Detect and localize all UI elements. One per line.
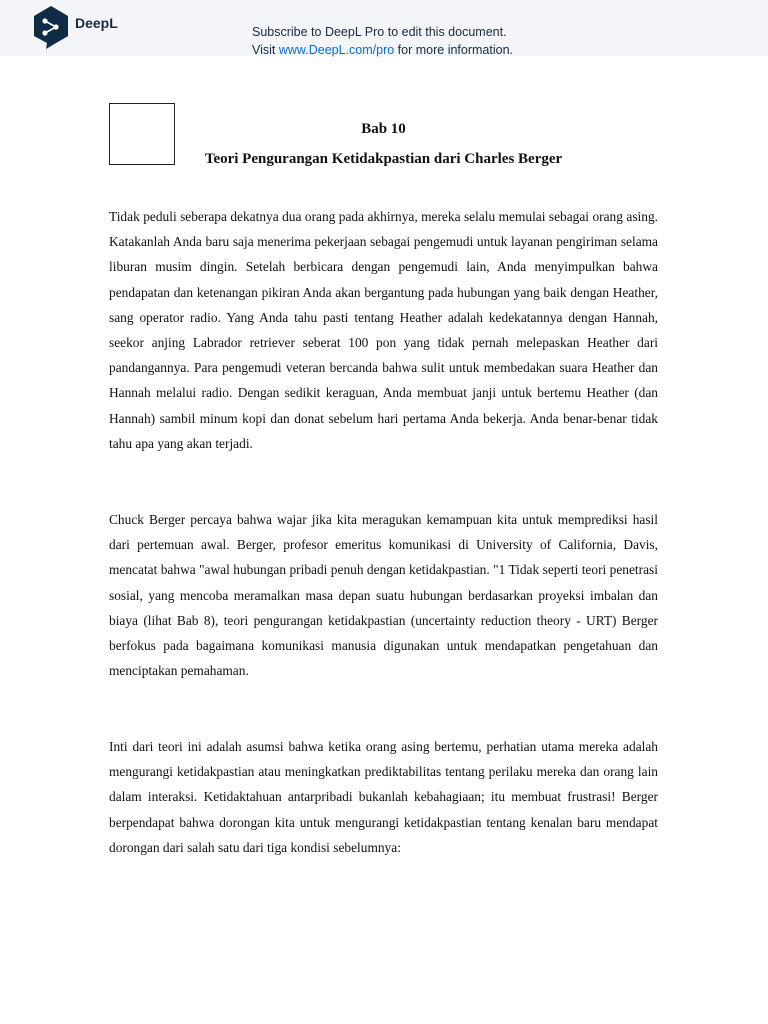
document-title: Teori Pengurangan Ketidakpastian dari Charles Berger	[204, 151, 563, 167]
subscribe-message	[252, 23, 513, 59]
deepl-banner	[0, 0, 768, 56]
visit-prefix: Visit	[252, 43, 279, 57]
visit-suffix: for more information.	[394, 43, 513, 57]
paragraph-1: Tidak peduli seberapa dekatnya dua orang pada akhirnya, mereka selalu memulai sebagai orang asing. Katakanlah Anda baru saja menerima pekerjaan sebagai pengemudi untuk layanan pengiriman selama liburan musim dingin. Setelah berbicara dengan pengemudi lain, Anda menyimpulkan bahwa pendapatan dan ketenangan pikiran Anda akan bergantung pada hubungan yang baik dengan Heather, sang operator radio. Yang Anda tahu pasti tentang Heather adalah kedekatannya dengan Hannah, seekor anjing Labrador retriever seberat 100 pon yang tidak pernah melepaskan Heather dari pandangannya. Para pengemudi veteran bercanda bahwa sulit untuk membedakan suara Heather dan Hannah melalui radio. Dengan sedikit keraguan, Anda membuat janji untuk bertemu Heather (dan Hannah) sambil minum kopi dan donat sebelum hari pertama Anda bekerja. Anda benar-benar tidak tahu apa yang akan terjadi.	[109, 209, 658, 451]
paragraph-3: Inti dari teori ini adalah asumsi bahwa ketika orang asing bertemu, perhatian utama mereka adalah mengurangi ketidakpastian atau meningkatkan prediktabilitas tentang perilaku mereka dan orang lain dalam interaksi. Ketidaktahuan antarpribadi bukanlah kebahagiaan; itu membuat frustrasi! Berger berpendapat bahwa dorongan kita untuk mengurangi ketidakpastian tentang kenalan baru mendapat dorongan dari salah satu dari tiga kondisi sebelumnya:	[109, 739, 658, 855]
deepl-logo-icon[interactable]	[32, 5, 70, 49]
paragraph-2: Chuck Berger percaya bahwa wajar jika kita meragukan kemampuan kita untuk memprediksi hasil dari pertemuan awal. Berger, profesor emeritus komunikasi di University of California, Davis, mencatat bahwa "awal hubungan pribadi penuh dengan ketidakpastian. "1 Tidak seperti teori penetrasi sosial, yang mencoba meramalkan masa depan suatu hubungan berdasarkan proyeksi imbalan dan biaya (lihat Bab 8), teori pengurangan ketidakpastian (uncertainty reduction theory - URT) Berger berfokus pada bagaimana komunikasi manusia digunakan untuk mendapatkan pengetahuan dan menciptakan pemahaman.	[109, 512, 658, 679]
deepl-pro-link[interactable]: www.DeepL.com/pro	[278, 43, 395, 57]
visit-line	[252, 41, 513, 59]
chapter-heading: Bab 10	[361, 121, 406, 137]
subscribe-line: Subscribe to DeepL Pro to edit this document.	[252, 25, 507, 39]
logo-text: DeepL	[75, 15, 118, 31]
